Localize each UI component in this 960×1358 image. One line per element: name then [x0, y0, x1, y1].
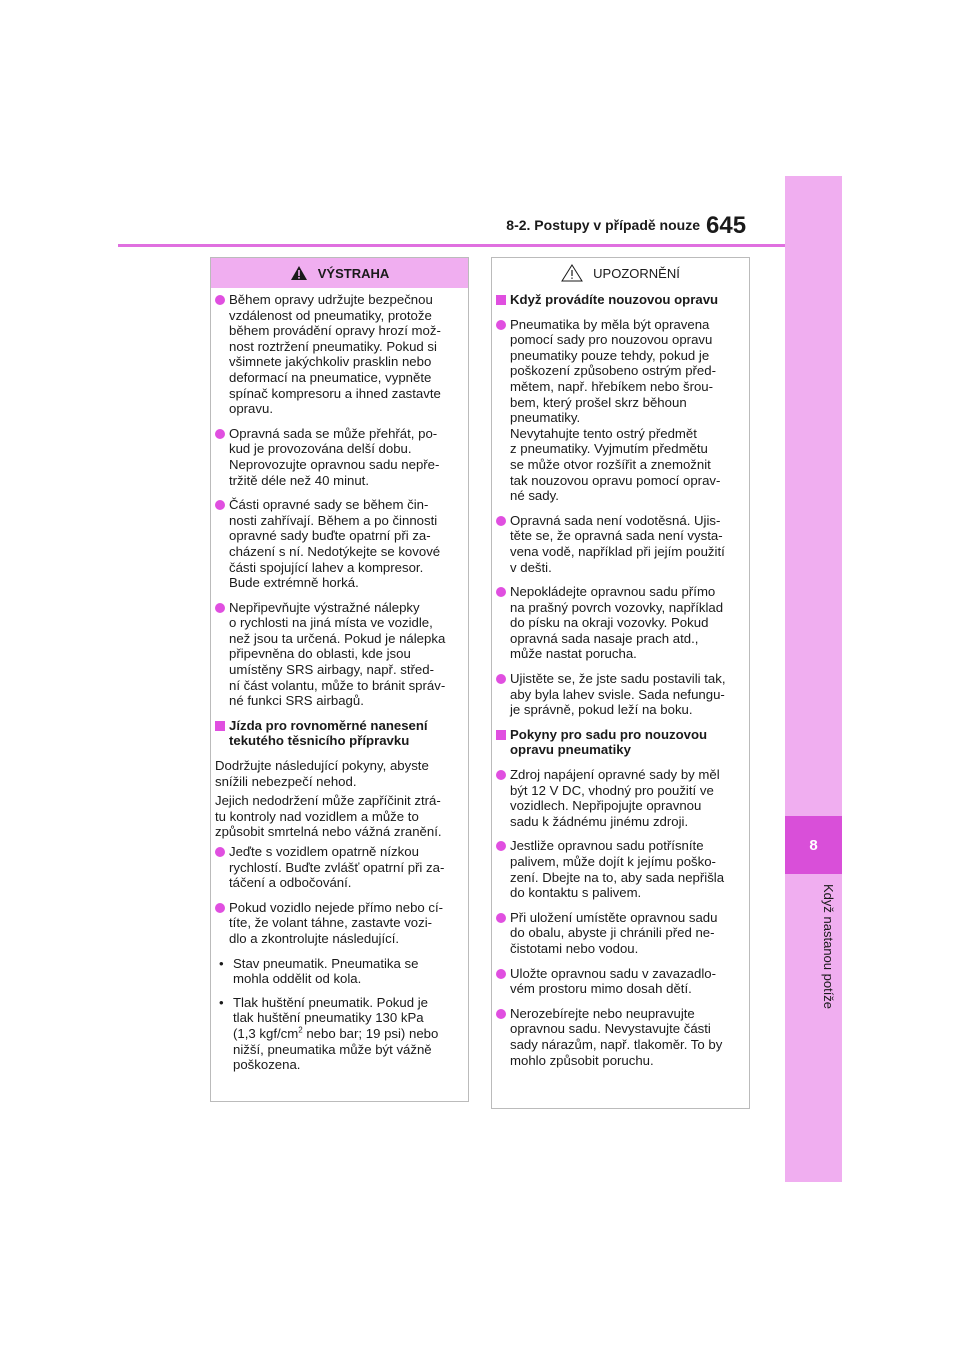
warning-triangle-icon — [290, 265, 308, 281]
warning-box — [210, 257, 469, 1102]
caution-title: UPOZORNĚNÍ — [593, 265, 680, 281]
square-bullet-icon — [496, 730, 506, 740]
round-bullet-icon — [496, 841, 506, 851]
round-bullet-icon — [496, 969, 506, 979]
caution-item: Nerozebírejte nebo neupravujte opravnou sadu. Nevystavujte části sady nárazům, např. tlakoměr. To by mohlo způsobit poruchu. — [496, 1006, 745, 1068]
round-bullet-icon — [215, 429, 225, 439]
chapter-number: 8 — [785, 816, 842, 874]
warning-paragraph: Jejich nedodržení může zapříčinit ztrá- tu kontroly nad vozidlem a může to způsobit smrtelná nebo vážná zranění. — [215, 793, 442, 840]
warning-item: Pokud vozidlo nejede přímo nebo cí- títe, že volant táhne, zastavte vozi- dlo a zkontrolujte následující. — [215, 900, 464, 947]
caution-item: Pneumatika by měla být opravena pomocí sady pro nouzovou opravu pneumatiky pouze tehdy, pokud je poškození způsobeno ostrým před- mětem, např. hřebíkem nebo šrou- bem, který prošel skrz běhoun pneumatiky. Nevytahujte tento ostrý předmět z pneumatiky. Vyjmutím předmětu se může otvor rozšířit a znemožnit tak nouzovou opravu pomocí oprav- né sady. — [496, 317, 745, 504]
round-bullet-icon — [496, 1009, 506, 1019]
caution-section-heading: Když provádíte nouzovou opravu — [496, 292, 745, 308]
caution-item: Opravná sada není vodotěsná. Ujis- těte se, že opravná sada není vysta- vena vodě, například při jejím použití v dešti. — [496, 513, 745, 575]
square-bullet-icon — [215, 721, 225, 731]
chapter-label: Když nastanou potíže — [821, 884, 836, 1010]
dot-bullet-icon: • — [219, 994, 224, 1010]
warning-paragraph: Dodržujte následující pokyny, abyste snížili nebezpečí nehod. — [215, 758, 429, 789]
warning-body — [211, 288, 468, 1073]
caution-item: Ujistěte se, že jste sadu postavili tak, aby byla lahev svisle. Sada nefungu- je správně, pokud leží na boku. — [496, 671, 745, 718]
caution-item: Jestliže opravnou sadu potřísníte palivem, může dojít k jejímu poško- zení. Dbejte na to, aby sada nepřišla do kontaktu s palivem. — [496, 838, 745, 900]
caution-item: Při uložení umístěte opravnou sadu do obalu, abyste ji chránili před ne- čistotami nebo vodou. — [496, 910, 745, 957]
warning-title: VÝSTRAHA — [317, 265, 390, 281]
warning-subitem: • Tlak huštění pneumatik. Pokud je tlak huštění pneumatiky 130 kPa (1,3 kgf/$cm^2$ nebo bar; 19 psi) nebo nižší, pneumatika může být vážně poškozena. — [219, 994, 439, 1073]
header-rule — [118, 244, 785, 247]
warning-item: Během opravy udržujte bezpečnou vzdálenost od pneumatiky, protože během provádění opravy hrozí mož- nost roztržení pneumatiky. Pokud si všimnete jakýchkoliv prasklin nebo deformací na pneumatice, vypněte spínač kompresoru a ihned zastavte opravu. — [215, 292, 464, 417]
round-bullet-icon — [496, 587, 506, 597]
warning-item: Nepřipevňujte výstražné nálepky o rychlosti na jiná místa ve vozidle, než jsou ta určená. Pokud je nálepka připevněna do oblasti, kde jsou umístěny SRS airbagy, např. střed- ní část volantu, může to bránit správ- né funkci SRS airbagů. — [215, 600, 464, 709]
dot-bullet-icon: • — [219, 955, 224, 971]
section-title: 8-2. Postupy v případě nouze — [506, 217, 700, 233]
caution-item: Zdroj napájení opravné sady by měl být 12 V DC, vhodný pro použití ve vozidlech. Nepřipojujte opravnou sadu k žádnému jinému zdroji. — [496, 767, 745, 829]
warning-section-heading: Jízda pro rovnoměrné nanesení tekutého těsnicího přípravku — [215, 718, 464, 749]
round-bullet-icon — [215, 603, 225, 613]
page-number: 645 — [706, 212, 747, 239]
round-bullet-icon — [496, 913, 506, 923]
round-bullet-icon — [496, 770, 506, 780]
round-bullet-icon — [215, 847, 225, 857]
warning-item: Jeďte s vozidlem opatrně nízkou rychlostí. Buďte zvlášť opatrní při za- táčení a odbočování. — [215, 844, 464, 891]
caution-body — [492, 288, 749, 1068]
round-bullet-icon — [496, 516, 506, 526]
round-bullet-icon — [496, 674, 506, 684]
caution-section-heading: Pokyny pro sadu pro nouzovou opravu pneumatiky — [496, 727, 745, 758]
caution-item: Uložte opravnou sadu v zavazadlo- vém prostoru mimo dosah dětí. — [496, 966, 745, 997]
round-bullet-icon — [215, 295, 225, 305]
square-bullet-icon — [496, 295, 506, 305]
warning-item: Opravná sada se může přehřát, po- kud je provozována delší dobu. Neprovozujte opravnou sadu nepře- tržitě déle než 40 minut. — [215, 426, 464, 488]
caution-triangle-icon — [561, 264, 583, 282]
warning-subitem: • Stav pneumatik. Pneumatika se mohla oddělit od kola. — [219, 955, 419, 987]
warning-item: Části opravné sady se během čin- nosti zahřívají. Během a po činnosti opravné sady buďte opatrní při za- cházení s ní. Nedotýkejte se kovové části spojující lahev a kompresor. Bude extrémně horká. — [215, 497, 464, 591]
caution-header — [492, 258, 749, 288]
round-bullet-icon — [215, 500, 225, 510]
round-bullet-icon — [215, 903, 225, 913]
round-bullet-icon — [496, 320, 506, 330]
caution-box — [491, 257, 750, 1109]
caution-item: Nepokládejte opravnou sadu přímo na prašný povrch vozovky, například do písku na okraji vozovky. Pokud opravná sada nasaje prach atd., může nastat porucha. — [496, 584, 745, 662]
warning-header — [211, 258, 468, 288]
chapter-side-tab — [785, 176, 842, 1182]
